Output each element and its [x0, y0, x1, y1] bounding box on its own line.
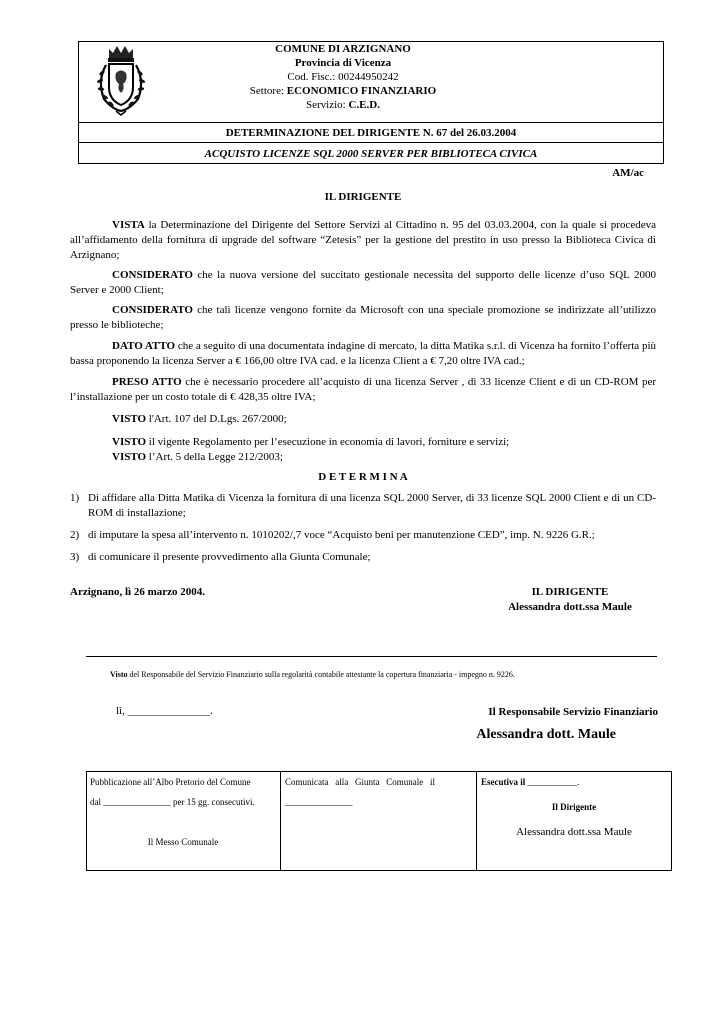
paragraph-considerato-2 — [70, 303, 656, 333]
municipal-crest-icon — [92, 43, 150, 117]
comunicata-line2: _______________ — [285, 797, 353, 807]
settore-label: Settore: — [249, 85, 287, 97]
responsabile-name: Alessandra dott. Maule — [476, 727, 616, 742]
item-number: 1) — [70, 492, 80, 504]
table-divider — [280, 771, 281, 871]
paragraph-considerato-1 — [70, 268, 656, 298]
section-divider — [86, 656, 657, 657]
responsabile-title: Il Responsabile Servizio Finanziario — [488, 706, 658, 718]
visto-note — [110, 670, 630, 679]
item-number: 3) — [70, 551, 80, 563]
paragraph-text: l'Art. 107 del D.Lgs. 267/2000; — [146, 413, 287, 425]
paragraph-text: il vigente Regolamento per l’esecuzione in economia di lavori, forniture e servizi; — [146, 436, 510, 448]
keyword: Visto — [110, 670, 128, 679]
sigla: AM/ac — [612, 167, 644, 179]
determina-heading: D E T E R M I N A — [318, 471, 408, 483]
paragraph-visto-2 — [112, 435, 656, 450]
codice-fiscale: Cod. Fisc.: 00244950242 — [287, 71, 399, 83]
comune-name: COMUNE DI ARZIGNANO — [275, 43, 411, 55]
paragraph-vista — [70, 218, 656, 263]
publication-line1: Pubblicazione all’Albo Pretorio del Comune — [90, 777, 251, 787]
keyword: VISTO — [112, 451, 147, 463]
list-item: di comunicare il presente provvedimento alla Giunta Comunale; — [88, 551, 371, 563]
messo-comunale: Il Messo Comunale — [147, 837, 219, 847]
servizio-value: C.E.D. — [348, 99, 380, 111]
header-divider — [78, 122, 664, 123]
item-number: 2) — [70, 529, 80, 541]
signature-name: Alessandra dott.ssa Maule — [508, 601, 632, 613]
keyword: CONSIDERATO — [112, 304, 193, 316]
visto-date-field: lì, _______________. — [116, 705, 213, 717]
servizio-label: Servizio: — [306, 99, 349, 111]
visto-text: del Responsabile del Servizio Finanziario sulla regolarità contabile attestante la copertura finanziaria - impegno n. 9226. — [127, 670, 515, 679]
keyword: CONSIDERATO — [112, 269, 193, 281]
header-divider — [78, 142, 664, 143]
paragraph-text: l’Art. 5 della Legge 212/2003; — [146, 451, 283, 463]
paragraph-text: che è necessario procedere all’acquisto di una licenza Server , di 33 licenze Client e di un CD-ROM per l’installazione per un costo totale di € 428,35 oltre IVA; — [70, 376, 656, 403]
settore-value: ECONOMICO FINANZIARIO — [286, 85, 437, 97]
keyword: PRESO ATTO — [112, 376, 182, 388]
publication-line2: dal _______________ per 15 gg. consecutivi. — [90, 797, 255, 807]
paragraph-text: la Determinazione del Dirigente del Settore Servizi al Cittadino n. 95 del 03.03.2004, con la quale si procedeva all’affidamento della fornitura di upgrade del software “Zetesis” per la gestione del prestito in uso presso la Biblioteca Civica di Arzignano; — [70, 219, 656, 261]
paragraph-text: che tali licenze vengono fornite da Microsoft con una speciale promozione se indirizzate all’utilizzo presso le biblioteche; — [70, 304, 656, 331]
signature-title: IL DIRIGENTE — [531, 586, 609, 598]
servizio — [190, 99, 496, 112]
esecutiva — [481, 776, 667, 789]
paragraph-visto-1 — [112, 412, 656, 427]
place-date: Arzignano, lì 26 marzo 2004. — [70, 586, 206, 598]
keyword: VISTA — [112, 219, 145, 231]
paragraph-dato-atto — [70, 339, 656, 369]
provincia: Provincia di Vicenza — [294, 57, 392, 69]
dirigente-title: Il Dirigente — [551, 802, 597, 812]
determinazione-title: DETERMINAZIONE DEL DIRIGENTE N. 67 del 26.03.2004 — [225, 127, 517, 139]
comunicata-line1: Comunicata alla Giunta Comunale il — [285, 777, 435, 787]
keyword: VISTO — [112, 436, 147, 448]
keyword: VISTO — [112, 413, 147, 425]
dirigente-name: Alessandra dott.ssa Maule — [516, 826, 632, 838]
paragraph-preso-atto — [70, 375, 656, 405]
paragraph-text: che a seguito di una documentata indagine di mercato, la ditta Matika s.r.l. di Vicenza ha fornito l’offerta più bassa proponendo la licenza Server a € 166,00 oltre IVA cad. e la licenza Client a € 7,20 oltre IVA cad.; — [70, 340, 656, 367]
esecutiva-blank: ___________. — [525, 777, 580, 787]
keyword: DATO ATTO — [112, 340, 176, 352]
body-title: IL DIRIGENTE — [324, 191, 402, 203]
list-item: Di affidare alla Ditta Matika di Vicenza la fornitura di una licenza SQL 2000 Server, di 33 licenze SQL 2000 Client e di un CD-ROM di installazione; — [88, 492, 656, 519]
paragraph-visto-3 — [112, 450, 656, 465]
paragraph-text: che la nuova versione del succitato gestionale necessita del supporto delle licenze d’uso SQL 2000 Server e 2000 Client; — [70, 269, 656, 296]
table-divider — [476, 771, 477, 871]
oggetto: ACQUISTO LICENZE SQL 2000 SERVER PER BIBLIOTECA CIVICA — [204, 148, 538, 160]
esecutiva-label: Esecutiva il — [481, 777, 526, 787]
list-item: di imputare la spesa all’intervento n. 1010202/,7 voce “Acquisto beni per manutenzione CED”, imp. N. 9226 G.R.; — [88, 529, 595, 541]
settore — [190, 85, 496, 98]
